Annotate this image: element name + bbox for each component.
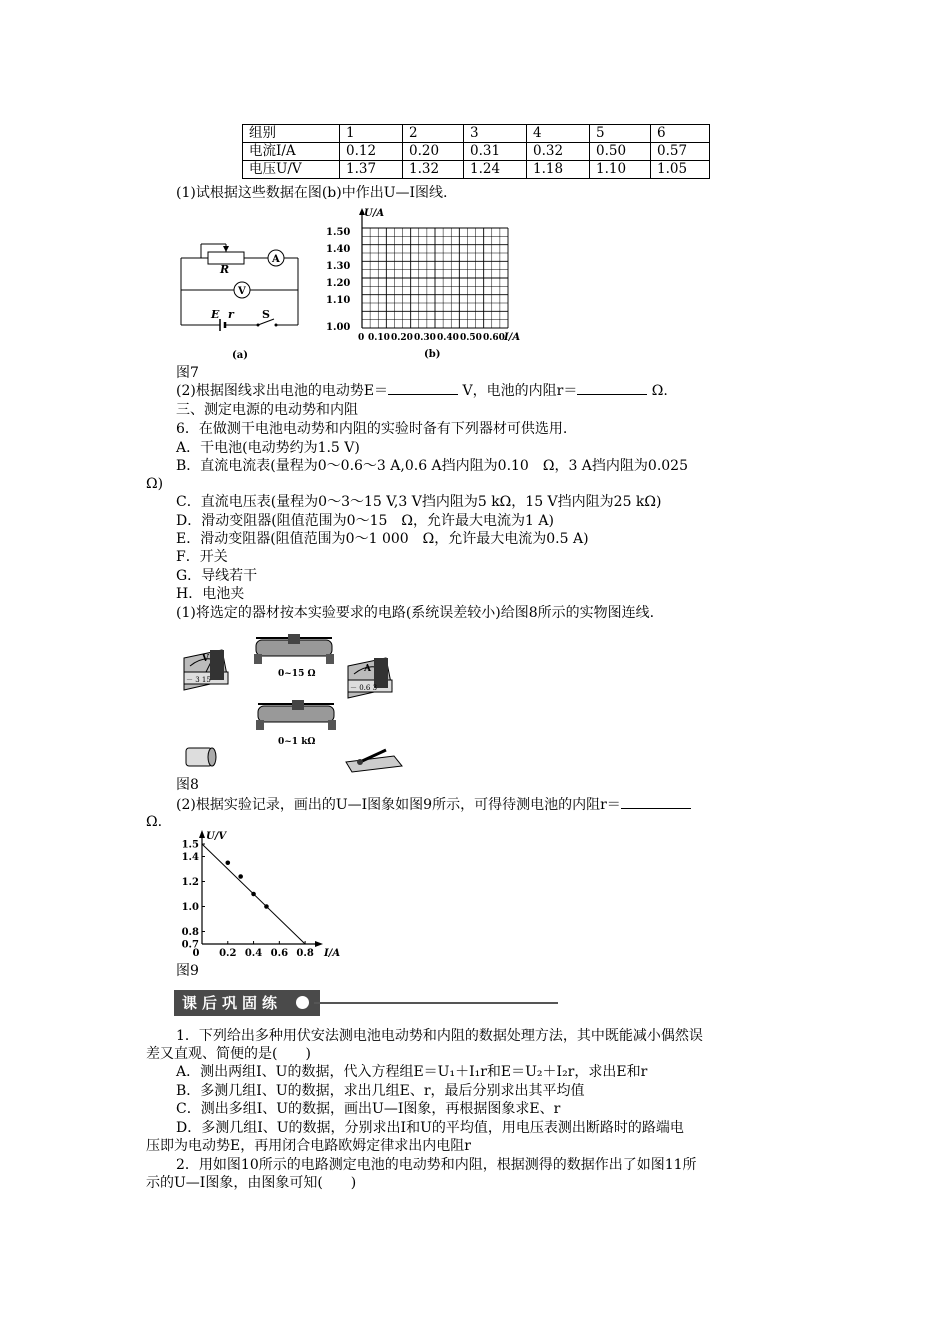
fig7-label: 图7	[176, 365, 199, 381]
hw-q2: 2．用如图10所示的电路测定电池的电动势和内阻，根据测得的数据作出了如图11所	[176, 1157, 697, 1173]
ammeter-terminals: － 0.6 3	[350, 684, 378, 692]
table-cell: 2	[403, 125, 464, 143]
q5-part2	[176, 382, 668, 400]
x-tick-label: 0.4	[244, 948, 263, 959]
table-cell: 1.24	[464, 161, 527, 179]
rheostat-1k-label: 0~1 kΩ	[278, 737, 316, 747]
hw-q1-cont: 差又直观、简便的是( )	[146, 1046, 311, 1062]
y-tick-label: 1.4	[181, 852, 199, 863]
voltmeter-terminals: － 3 15	[186, 676, 211, 684]
table-cell: 1.10	[590, 161, 651, 179]
circuit-diagram-a	[176, 208, 306, 363]
table-cell: 4	[527, 125, 590, 143]
rheostat-15-ohm	[254, 634, 334, 664]
x-axis-title: I/A	[504, 332, 521, 343]
y-axis-arrow	[199, 830, 205, 838]
label-S: S	[262, 308, 270, 321]
caption-b: (b)	[424, 349, 441, 360]
y-axis-title: U/A	[364, 208, 385, 219]
table-cell: 0.32	[527, 143, 590, 161]
q6-option-a: A．干电池(电动势约为1.5 V)	[176, 440, 360, 456]
table-cell: 6	[651, 125, 710, 143]
label-E: E	[211, 308, 220, 321]
x-tick-label: 0.40	[437, 333, 459, 343]
y-tick-label: 0.7	[181, 939, 199, 951]
ui-chart	[176, 826, 346, 962]
fig9-label: 图9	[176, 963, 199, 979]
table-cell: 0.57	[651, 143, 710, 161]
hw-q1-option-d: D．多测几组I、U的数据，分别求出I和U的平均值，用电压表测出断路时的路端电	[176, 1120, 684, 1136]
x-axis-title: I/A	[324, 948, 341, 959]
q6-part2-text: (2)根据实验记录，画出的U—I图象如图9所示，可得待测电池的内阻r＝	[176, 797, 621, 813]
label-r: r	[228, 308, 234, 321]
table-row	[243, 161, 710, 179]
table-row	[243, 125, 710, 143]
y-tick-label: 1.30	[326, 261, 351, 272]
table-cell: 0.31	[464, 143, 527, 161]
y-tick-label: 0.8	[181, 927, 199, 938]
table-cell: 1.37	[340, 161, 403, 179]
voltmeter-symbol: V	[238, 286, 246, 297]
table-cell: 5	[590, 125, 651, 143]
q6-option-h: H．电池夹	[176, 586, 245, 602]
x-tick-label: 0.50	[460, 333, 482, 343]
table-cell: 1.32	[403, 161, 464, 179]
answer-blank-emf[interactable]	[388, 382, 458, 395]
apparatus-figure	[176, 628, 416, 776]
y-tick-label: 1.0	[181, 902, 199, 913]
x-tick-label: 0.60	[483, 333, 505, 343]
table-row	[243, 143, 710, 161]
y-tick-label: 1.40	[326, 244, 351, 255]
q5-part2-text: (2)根据图线求出电池的电动势E＝	[176, 383, 389, 399]
voltmeter-label: V	[202, 654, 209, 664]
x-tick-label: 0.20	[391, 333, 413, 343]
q6-part2	[176, 796, 691, 814]
x-axis-arrow	[315, 941, 323, 947]
switch-icon	[346, 750, 402, 772]
y-tick-label: 1.10	[326, 295, 351, 306]
q6-option-g: G．导线若干	[176, 568, 258, 584]
x-tick-label: 0.6	[270, 948, 289, 959]
table-cell: 组别	[243, 125, 340, 143]
y-tick-label: 1.5	[181, 839, 199, 851]
data-point	[251, 892, 256, 897]
x-tick-label: 0.30	[414, 333, 436, 343]
table-cell: 1.18	[527, 161, 590, 179]
data-table	[242, 124, 710, 179]
answer-blank-resistance[interactable]	[577, 382, 647, 395]
y-tick-label: 1.20	[326, 278, 351, 289]
q5-part2-text: Ω.	[651, 383, 668, 399]
hw-q1-option-b: B．多测几组I、U的数据，求出几组E、r，最后分别求出其平均值	[176, 1083, 585, 1099]
label-R: R	[220, 263, 230, 276]
table-cell: 0.50	[590, 143, 651, 161]
q5-part1: (1)试根据这些数据在图(b)中作出U—I图线.	[176, 185, 448, 201]
x-tick-label: 0	[358, 333, 365, 343]
data-point	[238, 874, 243, 879]
table-cell: 电压U/V	[243, 161, 340, 179]
table-cell: 0.12	[340, 143, 403, 161]
q6-part2-cont: Ω.	[146, 814, 163, 830]
banner-rule	[314, 1002, 558, 1004]
y-tick-label: 1.00	[326, 322, 351, 333]
q5-part2-text: V，电池的内阻r＝	[462, 383, 578, 399]
caption-a: (a)	[232, 350, 248, 361]
table-cell: 3	[464, 125, 527, 143]
q6-option-e: E．滑动变阻器(阻值范围为0～1 000 Ω，允许最大电流为0.5 A)	[176, 531, 589, 547]
hw-q1: 1．下列给出多种用伏安法测电池电动势和内阻的数据处理方法，其中既能减小偶然误	[176, 1028, 703, 1044]
x-tick-label: 0	[192, 948, 200, 959]
rheostat-1k-ohm	[256, 700, 336, 730]
ammeter-label: A	[364, 664, 371, 674]
q6-option-f: F．开关	[176, 549, 228, 565]
banner-dot-icon	[296, 996, 309, 1009]
battery-icon	[186, 748, 216, 766]
q6-part1: (1)将选定的器材按本实验要求的电路(系统误差较小)给图8所示的实物图连线.	[176, 605, 655, 621]
table-cell: 0.20	[403, 143, 464, 161]
hw-q2-cont: 示的U—I图象，由图象可知( )	[146, 1175, 357, 1191]
q6-option-d: D．滑动变阻器(阻值范围为0～15 Ω，允许最大电流为1 A)	[176, 513, 554, 529]
hw-q1-option-a: A．测出两组I、U的数据，代入方程组E＝U₁＋I₁r和E＝U₂＋I₂r，求出E和r	[176, 1064, 648, 1080]
q6-option-b-cont: Ω)	[146, 476, 164, 492]
data-point	[225, 860, 230, 865]
q6-stem: 6．在做测干电池电动势和内阻的实验时备有下列器材可供选用.	[176, 421, 568, 437]
answer-blank-internal-resistance[interactable]	[621, 796, 691, 809]
hw-q1-option-d-cont: 压即为电动势E，再用闭合电路欧姆定律求出内电阻r	[146, 1138, 471, 1154]
x-tick-label: 0.8	[296, 948, 314, 959]
graph-paper-b	[326, 204, 526, 362]
section-title: 三、测定电源的电动势和内阻	[176, 402, 358, 418]
rheostat-15-label: 0~15 Ω	[278, 669, 316, 679]
x-tick-label: 0.2	[219, 948, 237, 959]
fig8-label: 图8	[176, 777, 199, 793]
q6-option-b: B．直流电流表(量程为0～0.6～3 A,0.6 A挡内阻为0.10 Ω，3 A挡内阻为0.025	[176, 458, 688, 474]
x-tick-label: 0.10	[368, 333, 390, 343]
hw-q1-option-c: C．测出多组I、U的数据，画出U—I图象，再根据图象求E、r	[176, 1101, 561, 1117]
y-tick-label: 1.2	[181, 877, 199, 888]
y-tick-label: 1.50	[326, 227, 351, 238]
q6-option-c: C．直流电压表(量程为0～3～15 V,3 V挡内阻为5 kΩ，15 V挡内阻为25 kΩ)	[176, 494, 662, 510]
data-point	[264, 904, 269, 909]
section-banner: 课后巩固练	[174, 990, 320, 1016]
table-cell: 1.05	[651, 161, 710, 179]
table-cell: 1	[340, 125, 403, 143]
y-axis-title: U/V	[206, 831, 227, 842]
table-cell: 电流I/A	[243, 143, 340, 161]
ammeter-symbol: A	[272, 254, 280, 265]
